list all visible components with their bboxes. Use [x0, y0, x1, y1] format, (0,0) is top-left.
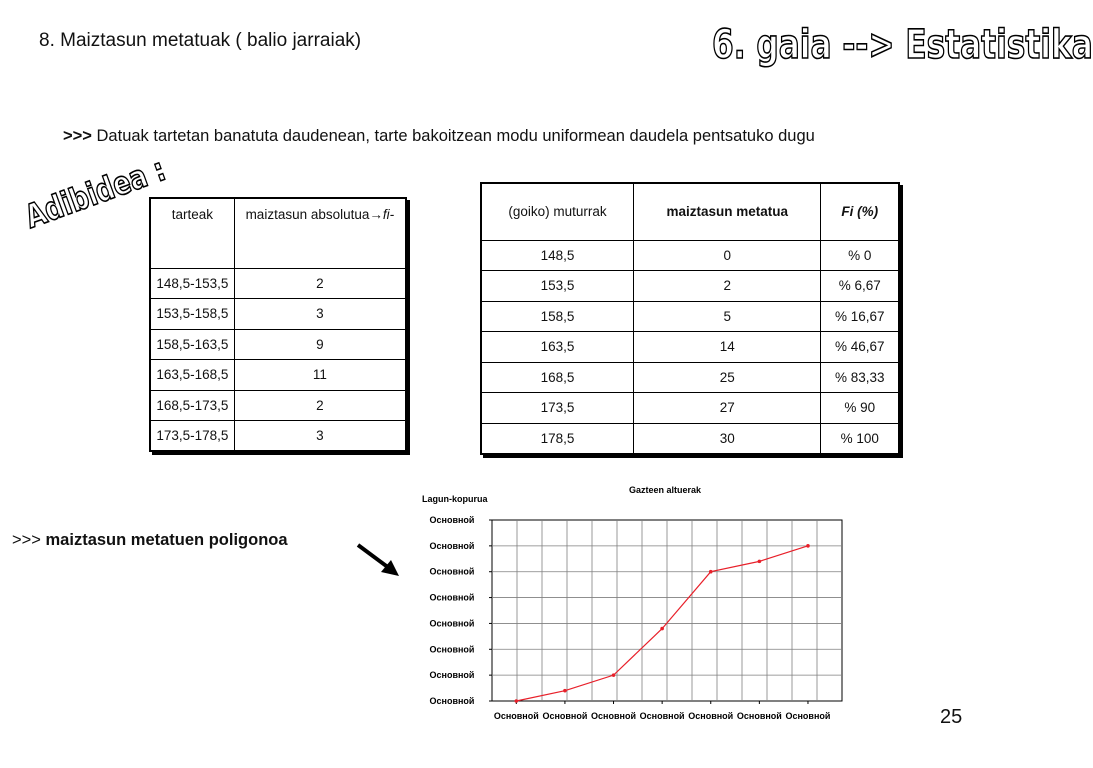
x-tick-label: Основной	[639, 711, 685, 721]
data-point	[660, 627, 664, 631]
y-tick-label: Основной	[429, 540, 475, 551]
table-row	[481, 332, 899, 363]
table-row	[481, 423, 899, 454]
table-cell: 30	[634, 423, 821, 454]
table-row	[150, 421, 406, 452]
table-row	[150, 360, 406, 391]
table-row	[150, 299, 406, 330]
example-wordart: Adibidea :	[20, 150, 171, 236]
table-cell: % 90	[821, 393, 899, 424]
table-cell: 153,5-158,5	[150, 299, 234, 330]
table-cell: % 46,67	[821, 332, 899, 363]
table-row	[481, 362, 899, 393]
table-cell: 148,5	[481, 240, 634, 271]
table-cell: 14	[634, 332, 821, 363]
table-cell: 3	[234, 421, 406, 452]
pointer-arrow-icon	[355, 540, 403, 580]
x-tick-label: Основной	[591, 711, 637, 721]
t1-header-frequency	[234, 198, 406, 268]
t2-header-bounds: (goiko) muturrak	[481, 183, 634, 240]
x-tick-label: Основной	[493, 711, 539, 721]
arrow-right-icon: →	[369, 207, 383, 222]
data-point	[563, 689, 567, 693]
table-cell: % 100	[821, 423, 899, 454]
table-cell: % 6,67	[821, 271, 899, 302]
table-cell: 168,5-173,5	[150, 390, 234, 421]
y-tick-label: Основной	[429, 644, 475, 655]
table-cell: 11	[234, 360, 406, 391]
t2-header-cumulative: maiztasun metatua	[634, 183, 821, 240]
data-point	[612, 673, 616, 677]
table-row	[481, 393, 899, 424]
table-cell: 27	[634, 393, 821, 424]
data-point	[709, 570, 713, 574]
t2-header-percent: Fi (%)	[821, 183, 899, 240]
t1-header-intervals: tarteak	[150, 198, 234, 268]
t1-header-symbol: fi-	[382, 207, 395, 222]
y-tick-label: Основной	[429, 592, 475, 603]
table-cell: 5	[634, 301, 821, 332]
table-cell: 2	[634, 271, 821, 302]
table-cell: 168,5	[481, 362, 634, 393]
table-cell: 153,5	[481, 271, 634, 302]
intro-text: Datuak tartetan banatuta daudenean, tarte bakoitzean modu uniformean daudela pentsatuko dugu	[96, 127, 815, 145]
data-point	[806, 544, 810, 548]
table-cell: 148,5-153,5	[150, 268, 234, 299]
table-cell: 163,5	[481, 332, 634, 363]
polygon-prefix: >>>	[12, 531, 41, 549]
table-cell: 3	[234, 299, 406, 330]
chart-ylabel: Lagun-kopurua	[422, 494, 488, 504]
table-cell: % 16,67	[821, 301, 899, 332]
table-row	[150, 268, 406, 299]
polygon-text: maiztasun metatuen poligonoa	[45, 531, 288, 549]
x-tick-label: Основной	[785, 711, 831, 721]
x-tick-label: Основной	[736, 711, 782, 721]
table-cell: 0	[634, 240, 821, 271]
table-cell: 158,5-163,5	[150, 329, 234, 360]
table-cell: 178,5	[481, 423, 634, 454]
table-row	[481, 240, 899, 271]
y-tick-label: Основной	[429, 696, 475, 706]
table-cell: 9	[234, 329, 406, 360]
polygon-caption	[12, 531, 288, 550]
frequency-table	[149, 197, 407, 452]
table-row	[150, 329, 406, 360]
page-title: 8. Maiztasun metatuak ( balio jarraiak)	[39, 30, 362, 51]
x-tick-label: Основной	[542, 711, 588, 721]
y-tick-label: Основной	[429, 515, 475, 525]
table-cell: 173,5-178,5	[150, 421, 234, 452]
chart-title: Gazteen altuerak	[628, 485, 702, 495]
y-tick-label: Основной	[429, 618, 475, 629]
data-point	[515, 699, 519, 703]
cumulative-polygon-chart	[410, 480, 870, 730]
y-tick-label: Основной	[429, 566, 475, 577]
table-cell: 25	[634, 362, 821, 393]
table-cell: % 83,33	[821, 362, 899, 393]
page-number: 25	[940, 706, 963, 728]
y-tick-label: Основной	[429, 670, 475, 681]
cumulative-table	[480, 182, 900, 455]
table-cell: 173,5	[481, 393, 634, 424]
data-point	[758, 560, 762, 564]
intro-paragraph	[63, 125, 843, 147]
x-tick-label: Основной	[688, 711, 734, 721]
table-cell: 163,5-168,5	[150, 360, 234, 391]
table-cell: 158,5	[481, 301, 634, 332]
table-cell: 2	[234, 390, 406, 421]
table-row	[481, 301, 899, 332]
table-row	[481, 271, 899, 302]
topic-wordart: 6. gaia --> Estatistika	[712, 22, 1093, 68]
table-cell: 2	[234, 268, 406, 299]
intro-prefix: >>>	[63, 127, 92, 145]
table-cell: % 0	[821, 240, 899, 271]
table-row	[150, 390, 406, 421]
t1-header-frequency-label: maiztasun absolutua	[245, 207, 370, 222]
